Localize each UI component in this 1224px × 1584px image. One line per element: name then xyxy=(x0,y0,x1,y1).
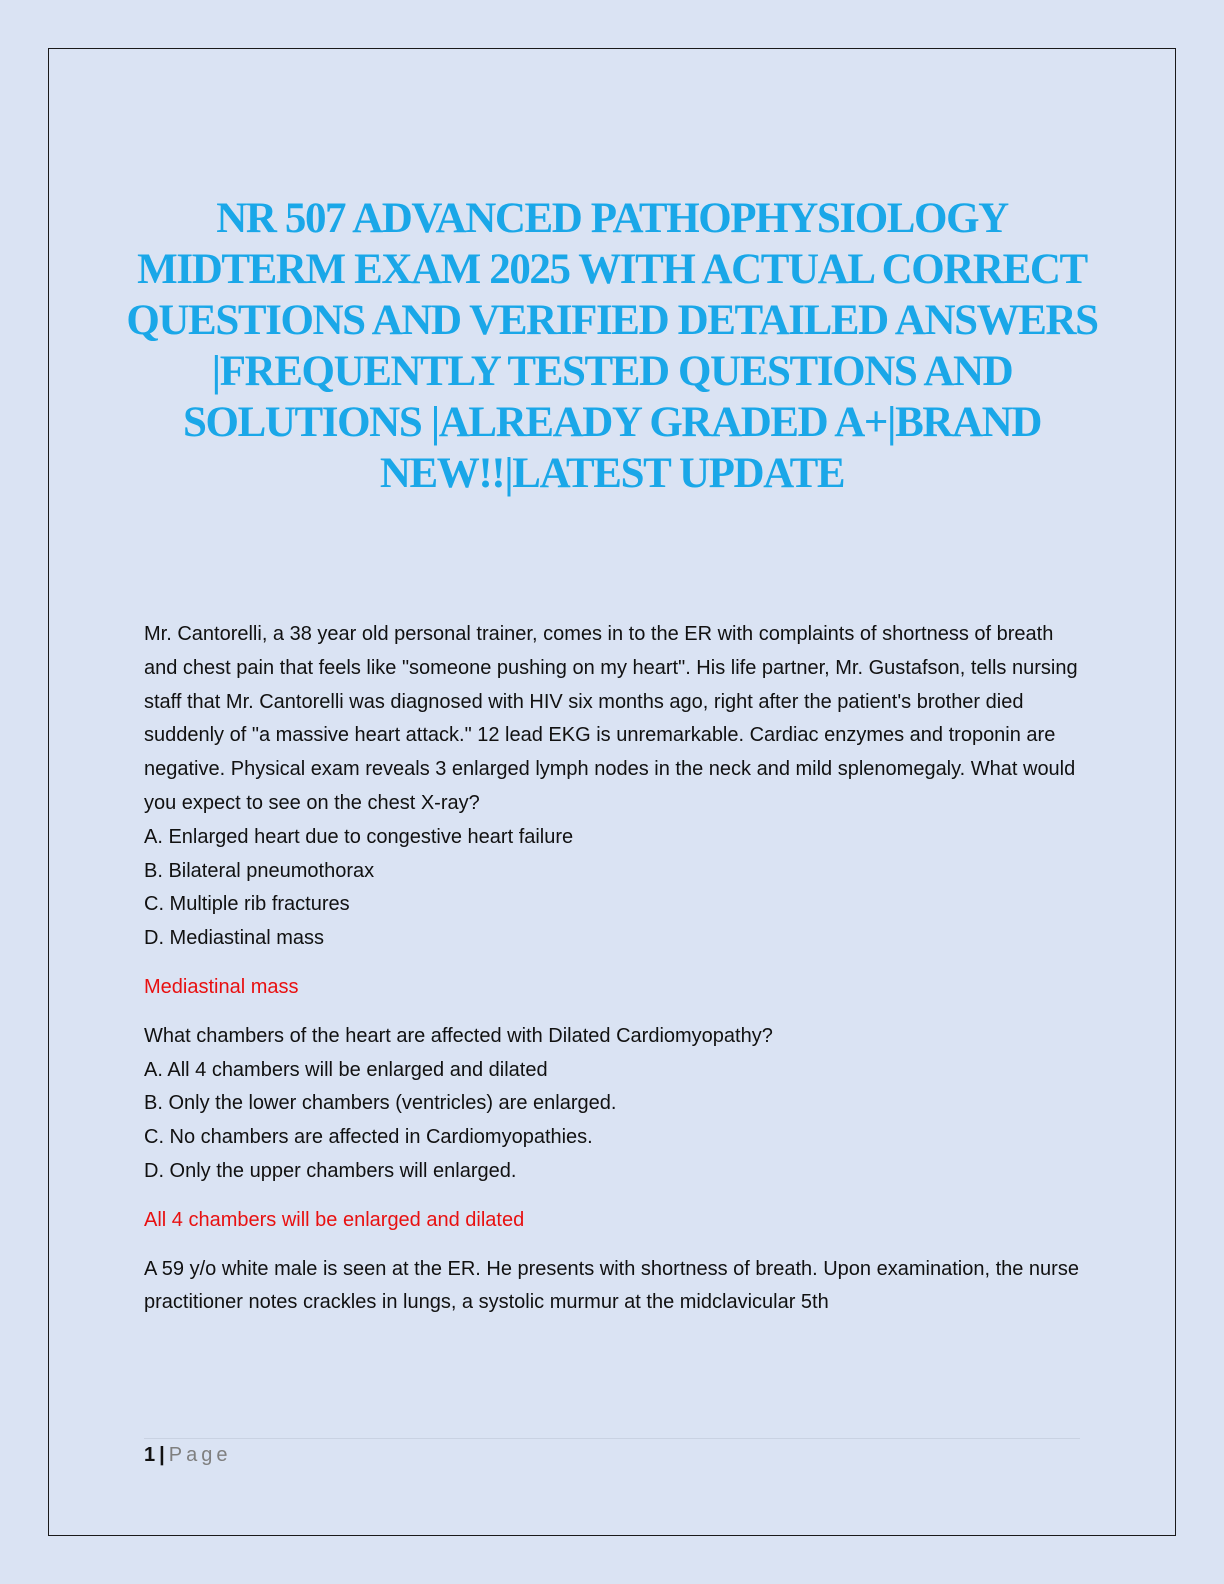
page-number: 1 xyxy=(144,1444,156,1466)
question-1-option-b: B. Bilateral pneumothorax xyxy=(144,859,375,882)
footer-divider xyxy=(144,1438,1080,1439)
question-1-option-a: A. Enlarged heart due to congestive heart failure xyxy=(144,825,574,848)
question-2-text: What chambers of the heart are affected with Dilated Cardiomyopathy? xyxy=(144,1024,773,1047)
document-title: NR 507 ADVANCED PATHOPHYSIOLOGY MIDTERM EXAM 2025 WITH ACTUAL CORRECT QUESTIONS AND VERIFIED DETAILED ANSWERS |FREQUENTLY TESTED QUESTIONS AND SOLUTIONS |ALREADY GRADED A+|BRAND NEW!!|LATEST UPDATE xyxy=(126,195,1098,497)
footer-separator: | xyxy=(159,1444,165,1466)
question-2-answer: All 4 chambers will be enlarged and dilated xyxy=(144,1208,525,1231)
question-1-text: Mr. Cantorelli, a 38 year old personal trainer, comes in to the ER with complaints of shortness of breath and chest pain that feels like "someone pushing on my heart". His life partner, Mr. Gustafson, tells nursing staff that Mr. Cantorelli was diagnosed with HIV six months ago, right after the patient's brother died suddenly of "a massive heart attack." 12 lead EKG is unremarkable. Cardiac enzymes and troponin are negative. Physical exam reveals 3 enlarged lymph nodes in the neck and mild splenomegaly. What would you expect to see on the chest X-ray? xyxy=(144,623,1078,814)
question-1-answer: Mediastinal mass xyxy=(144,975,299,998)
page-footer xyxy=(144,1442,231,1468)
question-2-options xyxy=(144,1054,1080,1189)
document-body xyxy=(144,618,1080,1320)
question-1-options xyxy=(144,821,1080,956)
question-2-option-b: B. Only the lower chambers (ventricles) are enlarged. xyxy=(144,1092,617,1115)
question-2-option-c: C. No chambers are affected in Cardiomyopathies. xyxy=(144,1126,593,1149)
page-label: Page xyxy=(168,1444,232,1466)
question-1-option-c: C. Multiple rib fractures xyxy=(144,893,350,916)
question-2-option-a: A. All 4 chambers will be enlarged and dilated xyxy=(144,1058,548,1081)
question-3-text: A 59 y/o white male is seen at the ER. He presents with shortness of breath. Upon examination, the nurse practitioner notes crackles in lungs, a systolic murmur at the midclavicular 5th xyxy=(144,1257,1079,1314)
question-1-option-d: D. Mediastinal mass xyxy=(144,927,325,950)
question-2-option-d: D. Only the upper chambers will enlarged. xyxy=(144,1159,517,1182)
